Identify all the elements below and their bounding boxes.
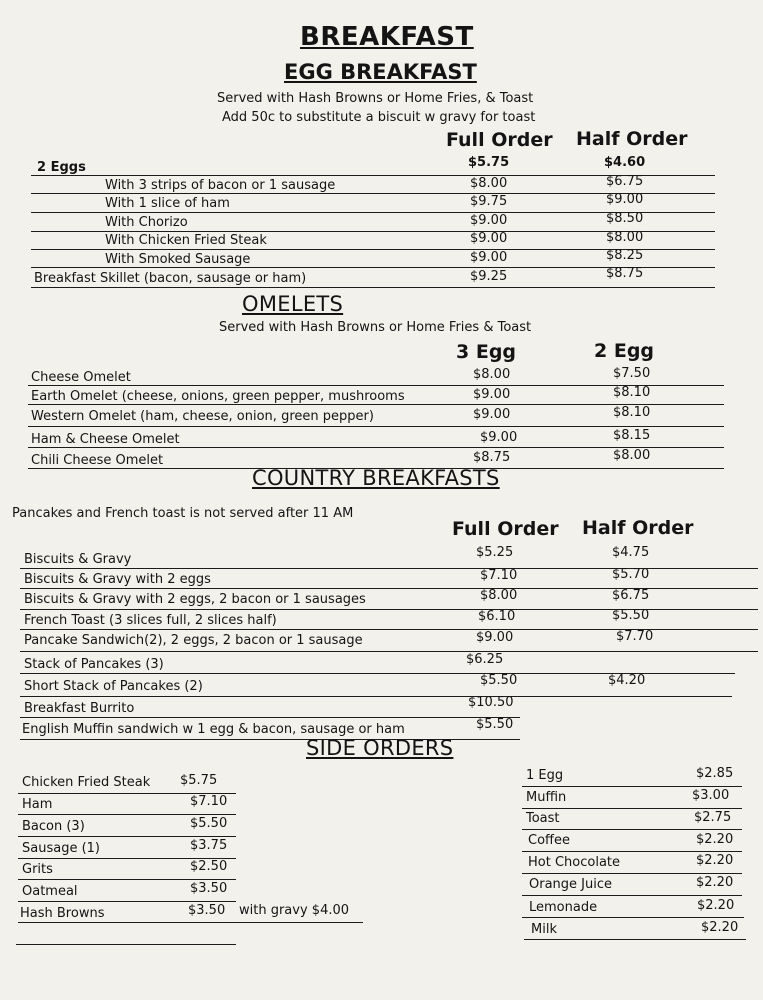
row-divider (522, 786, 742, 787)
egg-note-1: Served with Hash Browns or Home Fries, & Toast (217, 91, 534, 106)
item-name: Breakfast Burrito (24, 701, 135, 716)
item-name: With 1 slice of ham (105, 196, 230, 211)
item-price-2egg: $8.10 (613, 385, 651, 400)
side-price: $2.20 (701, 920, 739, 935)
omelets-note: Served with Hash Browns or Home Fries & Toast (219, 320, 532, 335)
side-name: Sausage (1) (22, 841, 100, 856)
row-divider (20, 717, 520, 718)
side-price: $3.75 (190, 838, 228, 853)
omelets-col-2egg: 2 Egg (594, 340, 655, 362)
side-price: $2.20 (696, 853, 734, 868)
item-price-half: $8.00 (606, 230, 644, 245)
row-divider (20, 696, 732, 697)
egg-col-full: Full Order (446, 129, 553, 151)
gravy-note: with gravy $4.00 (239, 903, 350, 918)
row-divider (522, 851, 742, 852)
row-divider (28, 426, 724, 427)
item-price-full: $5.75 (468, 155, 510, 170)
side-price: $2.20 (696, 832, 734, 847)
side-price: $7.10 (190, 794, 228, 809)
omelets-heading: OMELETS (242, 292, 344, 316)
item-price-full: $9.25 (470, 269, 508, 284)
item-price-half: $4.60 (604, 155, 646, 170)
item-name: With Smoked Sausage (105, 252, 251, 267)
side-price: $2.75 (694, 810, 732, 825)
side-name: Milk (531, 922, 557, 937)
side-price: $5.75 (180, 773, 218, 788)
side-name: Orange Juice (529, 877, 612, 892)
item-name: Earth Omelet (cheese, onions, green pepper, mushrooms (31, 389, 405, 404)
side-name: Bacon (3) (22, 819, 85, 834)
item-price-full: $6.10 (478, 609, 516, 624)
row-divider (522, 873, 742, 874)
item-price-3egg: $8.00 (473, 367, 511, 382)
item-name: Biscuits & Gravy (24, 552, 132, 567)
side-name: Oatmeal (22, 884, 78, 899)
side-price: $3.50 (188, 903, 226, 918)
side-name: 1 Egg (526, 768, 564, 783)
item-price-half: $5.50 (612, 608, 650, 623)
row-divider (18, 879, 236, 880)
omelets-col-3egg: 3 Egg (456, 341, 517, 363)
row-divider (20, 651, 758, 652)
row-divider (18, 814, 236, 815)
row-divider (18, 836, 236, 837)
item-price-half: $6.75 (606, 174, 644, 189)
side-price: $3.00 (692, 788, 730, 803)
item-price-3egg: $9.00 (473, 407, 511, 422)
item-name: English Muffin sandwich w 1 egg & bacon, sausage or ham (22, 722, 405, 737)
item-price-half: $7.70 (616, 629, 654, 644)
side-name: Grits (22, 862, 53, 877)
item-price-full: $9.75 (470, 194, 508, 209)
item-name: Breakfast Skillet (bacon, sausage or ham) (34, 271, 307, 286)
country-col-half: Half Order (582, 517, 694, 539)
row-divider (522, 808, 742, 809)
page-title: BREAKFAST (300, 22, 474, 52)
side-price: $3.50 (190, 881, 228, 896)
item-name: Biscuits & Gravy with 2 eggs, 2 bacon or 1 sausages (24, 592, 366, 607)
item-name: French Toast (3 slices full, 2 slices half) (24, 613, 277, 628)
side-price: $2.50 (190, 859, 228, 874)
row-divider (524, 939, 746, 940)
item-price-half: $8.50 (606, 211, 644, 226)
item-name: Short Stack of Pancakes (2) (24, 679, 203, 694)
item-price-half: $9.00 (606, 192, 644, 207)
item-name: Stack of Pancakes (3) (24, 657, 164, 672)
side-price: $2.85 (696, 766, 734, 781)
egg-breakfast-heading: EGG BREAKFAST (284, 60, 477, 84)
item-price-full: $7.10 (480, 568, 518, 583)
side-price: $5.50 (190, 816, 228, 831)
row-divider (18, 901, 236, 902)
item-name: 2 Eggs (37, 160, 86, 175)
side-name: Muffin (526, 790, 567, 805)
side-orders-heading: SIDE ORDERS (306, 736, 454, 760)
item-price-3egg: $8.75 (473, 450, 511, 465)
item-price-half: $5.70 (612, 567, 650, 582)
item-price-full: $5.50 (476, 717, 514, 732)
item-price-half: $8.75 (606, 266, 644, 281)
egg-note-2: Add 50c to substitute a biscuit w gravy for toast (222, 110, 536, 125)
item-price-2egg: $8.15 (613, 428, 651, 443)
side-name: Chicken Fried Steak (22, 775, 151, 790)
item-price-half: $6.75 (612, 588, 650, 603)
egg-col-half: Half Order (576, 128, 688, 150)
item-price-3egg: $9.00 (473, 387, 511, 402)
item-price-half: $4.75 (612, 545, 650, 560)
item-price-2egg: $8.00 (613, 448, 651, 463)
side-name: Ham (22, 797, 53, 812)
item-name: With 3 strips of bacon or 1 sausage (105, 178, 336, 193)
item-price-half: $4.20 (608, 673, 646, 688)
item-name: Western Omelet (ham, cheese, onion, green pepper) (31, 409, 374, 424)
item-price-full: $8.00 (470, 176, 508, 191)
item-price-full: $9.00 (470, 213, 508, 228)
row-divider (522, 829, 742, 830)
row-divider (18, 922, 363, 923)
country-heading: COUNTRY BREAKFASTS (252, 466, 500, 490)
item-price-full: $5.25 (476, 545, 514, 560)
country-col-full: Full Order (452, 518, 559, 540)
side-name: Coffee (528, 833, 570, 848)
item-name: With Chicken Fried Steak (105, 233, 267, 248)
row-divider (31, 287, 715, 288)
item-name: Biscuits & Gravy with 2 eggs (24, 572, 211, 587)
side-price: $2.20 (697, 898, 735, 913)
item-price-2egg: $7.50 (613, 366, 651, 381)
item-name: Cheese Omelet (31, 370, 131, 385)
item-price-3egg: $9.00 (480, 430, 518, 445)
item-price-full: $10.50 (468, 695, 514, 710)
row-divider (522, 917, 744, 918)
item-price-full: $9.00 (470, 250, 508, 265)
row-divider (522, 895, 742, 896)
side-price: $2.20 (696, 875, 734, 890)
side-name: Hash Browns (20, 906, 105, 921)
item-price-half: $8.25 (606, 248, 644, 263)
item-price-2egg: $8.10 (613, 405, 651, 420)
item-name: Pancake Sandwich(2), 2 eggs, 2 bacon or 1 sausage (24, 633, 363, 648)
side-name: Toast (526, 811, 560, 826)
item-price-full: $5.50 (480, 673, 518, 688)
country-note: Pancakes and French toast is not served after 11 AM (12, 506, 354, 521)
item-name: Chili Cheese Omelet (31, 453, 164, 468)
side-name: Lemonade (529, 900, 598, 915)
item-name: With Chorizo (105, 215, 188, 230)
item-price-full: $9.00 (476, 630, 514, 645)
item-name: Ham & Cheese Omelet (31, 432, 180, 447)
blank-line (16, 944, 236, 945)
side-name: Hot Chocolate (528, 855, 621, 870)
item-price-full: $9.00 (470, 231, 508, 246)
item-price-full: $6.25 (466, 652, 504, 667)
item-price-full: $8.00 (480, 588, 518, 603)
